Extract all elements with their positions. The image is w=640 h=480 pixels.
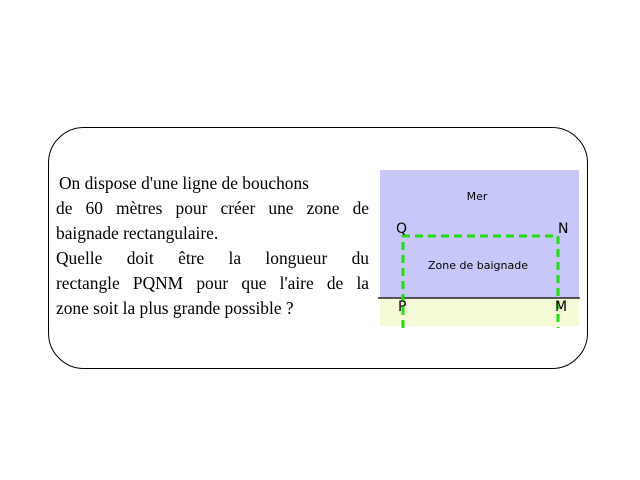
point-m-label: M xyxy=(555,299,568,315)
zone-label: Zone de baignade xyxy=(428,259,528,272)
statement-line-5: rectangle PQNM pour que l'aire de la xyxy=(56,273,369,293)
statement-line-3: baignade rectangulaire. xyxy=(56,223,219,243)
statement-line-4: Quelle doit être la longueur du xyxy=(56,248,369,268)
statement-line-6: zone soit la plus grande possible ? xyxy=(56,298,294,318)
swimming-zone-diagram xyxy=(378,170,580,328)
problem-statement xyxy=(56,171,369,321)
statement-line-1: On dispose d'une ligne de bouchons xyxy=(59,173,309,193)
beach-area xyxy=(380,298,579,326)
sea-label: Mer xyxy=(466,190,488,203)
point-q-label: Q xyxy=(396,221,408,237)
point-p-label: P xyxy=(398,299,407,315)
statement-line-2: de 60 mètres pour créer une zone de xyxy=(56,198,369,218)
point-n-label: N xyxy=(558,221,569,237)
